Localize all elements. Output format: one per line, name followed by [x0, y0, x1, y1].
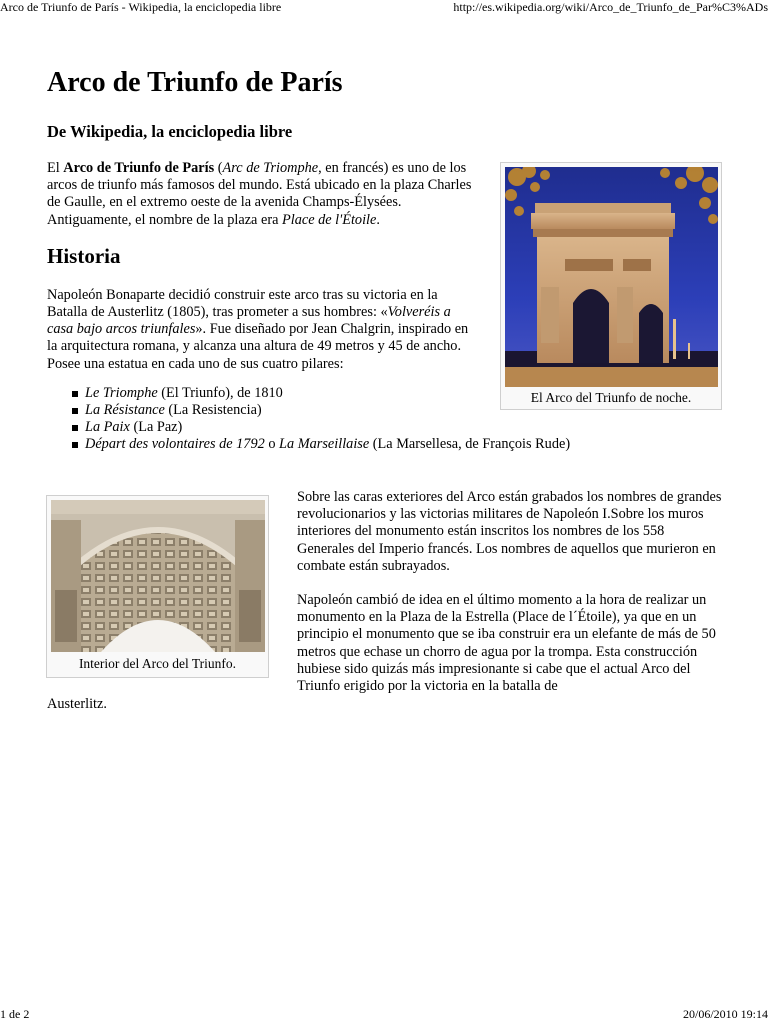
list-item: [85, 436, 722, 453]
intro-text-2: (: [214, 160, 223, 176]
page-subtitle: De Wikipedia, la enciclopedia libre: [47, 122, 293, 141]
print-footer-date: 20/06/2010 19:14: [682, 1007, 768, 1021]
print-header-url: http://es.wikipedia.org/wiki/Arco_de_Triunfo_de_Par%C3%ADs: [453, 0, 768, 14]
paragraph-continuation: Austerlitz.: [47, 696, 107, 712]
page-title: Arco de Triunfo de París: [47, 67, 343, 98]
print-header-title: Arco de Triunfo de París - Wikipedia, la enciclopedia libre: [0, 0, 282, 14]
statue-name[interactable]: Le Triomphe: [85, 384, 158, 401]
statue-desc: (La Marsellesa, de François Rude): [369, 435, 571, 452]
section-heading-historia: Historia: [47, 243, 121, 268]
arc-interior-photo[interactable]: [51, 500, 265, 652]
intro-link-french-name[interactable]: Arc de Triomphe: [222, 160, 319, 176]
statue-desc: (La Paz): [129, 418, 183, 435]
paragraph-elefante: Napoleón cambió de idea en el último momento a la hora de realizar un monumento en la Plaza de la Estrella (Place de l´Étoile), ya que en un principio el monumento que se iba construir era un elefante de más de 50 metros que echase un chorro de agua por la trompa. Esta construcción hubiese sido quizás más impresionante si cabe que el actual Arco del Triunfo erigido por la victoria en la batalla de: [297, 592, 716, 695]
historia-text-1: Napoleón Bonaparte decidió construir este arco tras su victoria en la Batalla de Austerlitz (1805), tras prometer a sus hombres: «: [47, 286, 438, 321]
print-footer-page: 1 de 2: [0, 1007, 30, 1021]
historia-text-2: ». Fue diseñado por Jean Chalgrin, inspirado en la arquitectura romana, y alcanza una altura de 49 metros y 45 de ancho. Posee una estatua en cada uno de sus cuatro pilares:: [47, 321, 469, 372]
statue-name[interactable]: Départ des volontaires de 1792: [85, 435, 265, 452]
historia-quote: Volveréis a casa bajo arcos triunfales: [47, 304, 451, 338]
statue-name-alt[interactable]: La Marseillaise: [279, 435, 370, 452]
paragraph-nombres-grabados: Sobre las caras exteriores del Arco están grabados los nombres de grandes revolucionarios y las victorias militares de Napoleón I.Sobre los muros interiores del monumento están inscritos los nombres de los 558 Generales del Imperio francés. Los nombres de aquellos que murieron en combate están subrayados.: [297, 489, 722, 574]
figure-caption-interior: Interior del Arco del Triunfo.: [78, 656, 237, 671]
intro-text-1: El: [47, 160, 64, 176]
statue-desc: (El Triunfo), de 1810: [157, 384, 283, 401]
figure-caption-night: El Arco del Triunfo de noche.: [530, 390, 692, 405]
list-item: [85, 419, 722, 436]
intro-paragraph: [47, 160, 472, 229]
figure-arc-night: [500, 162, 722, 410]
figure-arc-interior: [46, 495, 269, 678]
arc-night-photo[interactable]: [505, 167, 718, 387]
intro-place-name: Place de l'Étoile: [282, 211, 377, 228]
statue-conjunction: o: [264, 435, 280, 452]
intro-text-3: , en francés) es uno de los arcos de triunfo más famosos del mundo. Está ubicado en la plaza Charles de Gaulle, en el extremo oeste de la avenida Champs-Élysées. Antiguamente, el nombre de la plaza era: [47, 160, 472, 228]
intro-bold-name: Arco de Triunfo de París: [63, 160, 215, 176]
statue-name[interactable]: La Résistance: [85, 401, 165, 418]
statue-name[interactable]: La Paix: [85, 418, 130, 435]
intro-text-4: .: [376, 211, 380, 228]
historia-paragraph: [47, 287, 477, 373]
statue-desc: (La Resistencia): [164, 401, 262, 418]
